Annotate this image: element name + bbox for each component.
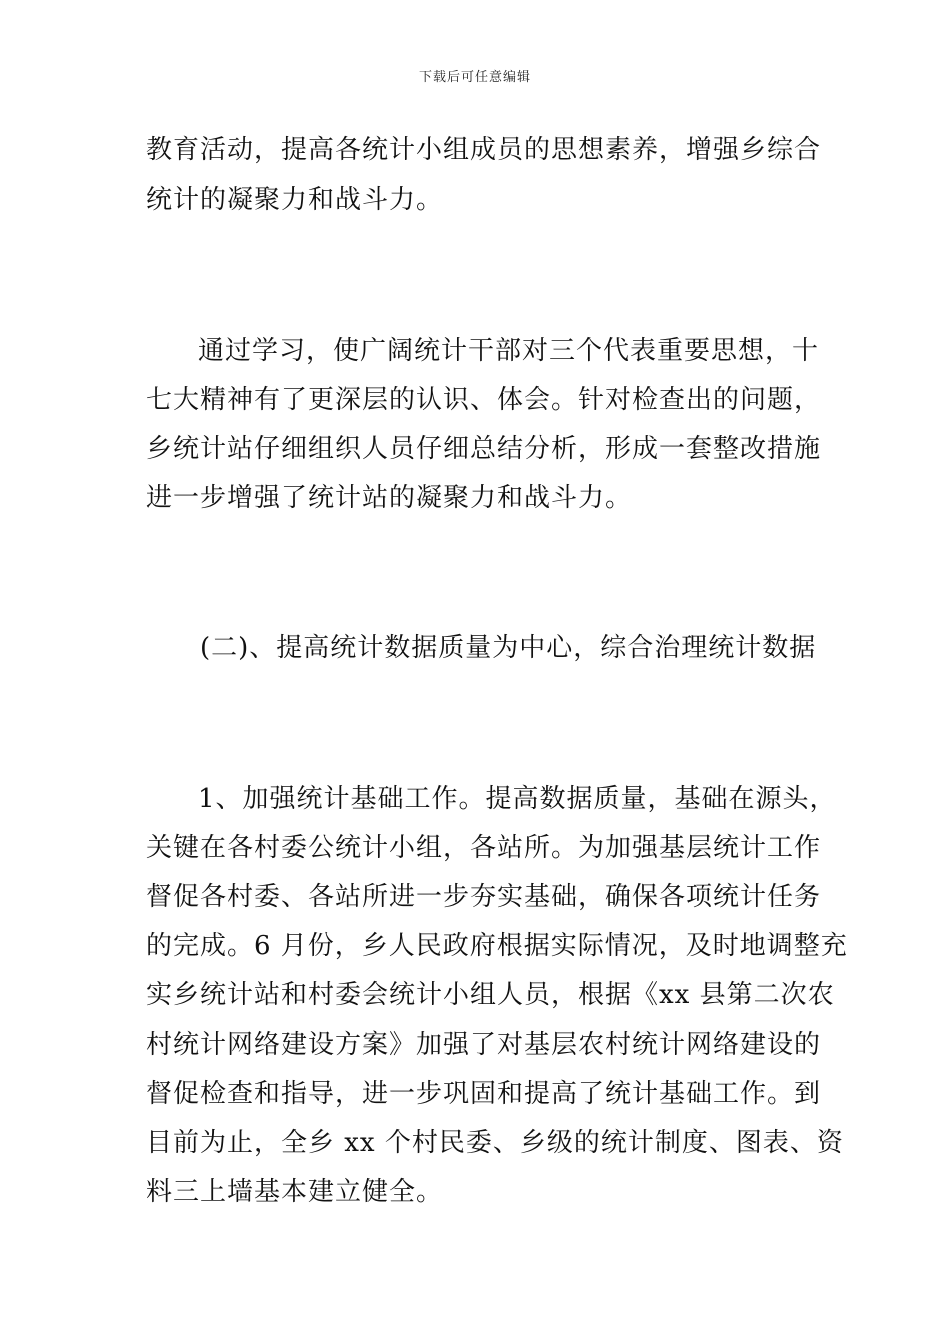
paragraph-4-line-3: 督促各村委、各站所进一步夯实基础，确保各项统计任务: [146, 882, 822, 912]
page-header: 下载后可任意编辑: [418, 70, 531, 85]
paragraph-1-line-1: 教育活动，提高各统计小组成员的思想素养，增强乡综合: [146, 135, 822, 165]
paragraph-4-line-6: 村统计网络建设方案》加强了对基层农村统计网络建设的: [146, 1030, 822, 1060]
paragraph-4-line-5: 实乡统计站和村委会统计小组人员，根据《xx 县第二次农: [146, 980, 835, 1010]
paragraph-4-line-9: 料三上墙基本建立健全。: [146, 1177, 444, 1207]
section-heading: (二)、提高统计数据质量为中心，综合治理统计数据: [200, 633, 817, 663]
paragraph-2-line-3: 乡统计站仔细组织人员仔细总结分析，形成一套整改措施: [146, 434, 822, 464]
paragraph-2-line-1: 通过学习，使广阔统计干部对三个代表重要思想，十: [198, 336, 820, 366]
paragraph-4-line-2: 关键在各村委公统计小组，各站所。为加强基层统计工作: [146, 833, 822, 863]
paragraph-4-line-7: 督促检查和指导，进一步巩固和提高了统计基础工作。到: [146, 1079, 822, 1109]
paragraph-4-line-8: 目前为止，全乡 xx 个村民委、乡级的统计制度、图表、资: [146, 1128, 844, 1158]
paragraph-1-line-2: 统计的凝聚力和战斗力。: [146, 185, 444, 215]
paragraph-2-line-4: 进一步增强了统计站的凝聚力和战斗力。: [146, 483, 633, 513]
paragraph-4-line-4: 的完成。6 月份，乡人民政府根据实际情况，及时地调整充: [146, 931, 848, 961]
paragraph-4-line-1: 1、加强统计基础工作。提高数据质量，基础在源头，: [198, 784, 837, 814]
paragraph-2-line-2: 七大精神有了更深层的认识、体会。针对检查出的问题，: [146, 385, 822, 415]
